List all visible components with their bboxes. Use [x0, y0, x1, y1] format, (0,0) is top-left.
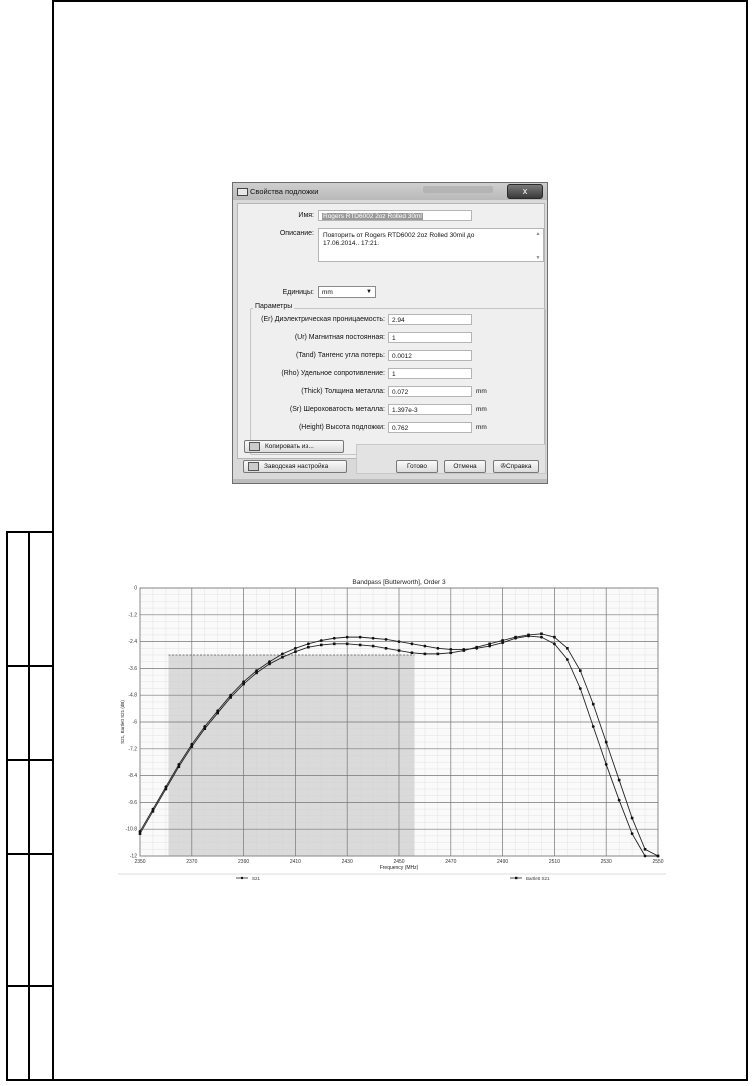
data-point [411, 642, 414, 645]
data-point [436, 647, 439, 650]
folder-icon [249, 442, 260, 451]
data-point [372, 645, 375, 648]
data-point [242, 683, 245, 686]
data-point [307, 642, 310, 645]
data-point [514, 636, 517, 639]
data-point [566, 647, 569, 650]
data-point [449, 648, 452, 651]
data-point [307, 646, 310, 649]
data-point [566, 658, 569, 661]
y-tick-label: -7.2 [128, 746, 137, 753]
param-field[interactable]: 2.94 [388, 314, 472, 325]
data-point [644, 848, 647, 851]
x-tick-label: 2470 [445, 859, 457, 865]
ok-button[interactable]: Готово [396, 460, 438, 473]
data-point [281, 656, 284, 659]
data-point [437, 653, 440, 656]
y-tick-label: -12 [129, 853, 137, 860]
data-point [203, 727, 206, 730]
bandpass-chart [118, 576, 666, 881]
stamp-row-line [8, 759, 52, 761]
data-point [191, 745, 194, 748]
name-field[interactable] [318, 210, 472, 221]
data-point [618, 779, 621, 782]
name-label: Имя: [298, 212, 314, 219]
factory-settings-label: Заводская настройка [264, 463, 329, 470]
data-point [294, 650, 297, 653]
x-axis-label: Frequency (MHz) [379, 865, 419, 871]
data-point [462, 649, 465, 652]
param-field[interactable]: 1 [388, 332, 472, 343]
data-point [450, 651, 453, 654]
passband-region [168, 655, 414, 856]
param-label: (Height) Высота подложки: [298, 424, 385, 431]
data-point [398, 640, 401, 643]
name-value: Rogers RTD6002 2oz Rolled 30ml [323, 213, 422, 220]
stamp-divider [28, 533, 30, 1079]
data-point [592, 703, 595, 706]
data-point [398, 649, 401, 652]
data-point [139, 832, 142, 835]
data-point [527, 634, 530, 637]
legend-label-s21: S21 [252, 876, 261, 881]
x-tick-label: 2410 [289, 859, 301, 865]
param-unit: mm [476, 424, 487, 431]
dialog-title: Свойства подложки [250, 187, 319, 196]
dialog-body [237, 203, 545, 459]
y-axis-label: S21, Bartlett S21 (dB) [120, 700, 125, 744]
x-tick-label: 2510 [548, 859, 560, 865]
description-line-2: 17.06.2014.. 17:21. [323, 240, 380, 247]
data-point [268, 663, 271, 666]
data-point [294, 647, 297, 650]
data-point [424, 653, 427, 656]
param-label: (Thick) Толщина металла: [301, 388, 385, 395]
window-icon [237, 188, 248, 196]
data-point [424, 645, 427, 648]
help-button[interactable] [493, 460, 539, 473]
data-point [385, 647, 388, 650]
data-point [281, 652, 284, 655]
data-point [346, 643, 349, 646]
y-tick-label: -8.4 [128, 773, 137, 780]
data-point [475, 646, 478, 649]
data-point [553, 642, 556, 645]
data-point [501, 639, 504, 642]
units-label: Единицы: [282, 289, 314, 296]
data-point [605, 741, 608, 744]
y-tick-label: -3.6 [128, 665, 137, 672]
factory-settings-button[interactable] [243, 460, 347, 473]
copy-from-button[interactable] [244, 440, 344, 453]
data-point [657, 855, 660, 858]
param-field[interactable]: 0.762 [388, 422, 472, 433]
param-label: (Sr) Шероховатость металла: [289, 406, 385, 413]
data-point [411, 651, 414, 654]
factory-icon [248, 462, 259, 471]
data-point [618, 799, 621, 802]
legend-marker-s21 [241, 877, 243, 879]
param-unit: mm [476, 388, 487, 395]
x-tick-label: 2450 [393, 859, 405, 865]
stamp-row-line [8, 853, 52, 855]
chart-title: Bandpass [Butterworth], Order 3 [352, 579, 446, 586]
param-label: (Ur) Магнитная постоянная: [294, 334, 385, 341]
data-point [346, 636, 349, 639]
chevron-down-icon: ▼ [366, 289, 372, 295]
dialog-bottom-edge [233, 479, 547, 483]
description-label: Описание: [279, 230, 314, 237]
x-tick-label: 2550 [652, 859, 664, 865]
x-tick-label: 2350 [134, 859, 146, 865]
data-point [540, 636, 543, 639]
data-point [592, 725, 595, 728]
data-point [631, 832, 634, 835]
x-tick-label: 2430 [341, 859, 353, 865]
description-scrollbar[interactable]: ▲ ▼ [535, 231, 541, 261]
stamp-row-line [8, 665, 52, 667]
param-label: (Er) Диэлектрическая проницаемость: [261, 316, 385, 323]
x-tick-label: 2370 [186, 859, 198, 865]
y-tick-label: -2.4 [128, 639, 137, 646]
page-frame [52, 0, 748, 1081]
data-point [631, 817, 634, 820]
substrate-properties-dialog [232, 182, 548, 484]
data-point [579, 669, 582, 672]
param-field[interactable]: 1 [388, 368, 472, 379]
data-point [605, 763, 608, 766]
data-point [320, 644, 323, 647]
units-select[interactable] [318, 286, 376, 298]
units-value: mm [322, 289, 333, 296]
data-point [255, 672, 258, 675]
data-point [229, 696, 232, 699]
blurred-window-title [423, 186, 493, 193]
legend-label-bartlett: Bartlett S21 [526, 876, 550, 881]
param-field[interactable]: 0.0012 [388, 350, 472, 361]
data-point [644, 855, 647, 858]
data-point [553, 636, 556, 639]
data-point [333, 643, 336, 646]
stamp-row-line [8, 985, 52, 987]
param-unit: mm [476, 406, 487, 413]
param-label: (Tand) Тангенс угла потерь: [296, 352, 385, 359]
help-icon: ✇ [500, 463, 506, 470]
y-tick-label: -1.2 [128, 612, 137, 619]
y-tick-label: -4.8 [128, 692, 137, 699]
data-point [359, 644, 362, 647]
param-field[interactable]: 0.072 [388, 386, 472, 397]
data-point [488, 643, 491, 646]
x-tick-label: 2490 [497, 859, 509, 865]
data-point [579, 687, 582, 690]
y-tick-label: 0 [134, 585, 137, 592]
dialog-titlebar[interactable] [233, 183, 547, 200]
data-point [178, 765, 181, 768]
data-point [385, 638, 388, 641]
legend-marker-bartlett [515, 877, 517, 879]
y-tick-label: -6 [132, 719, 137, 726]
y-tick-label: -10.8 [125, 826, 137, 833]
description-line-1: Повторить от Rogers RTD6002 2oz Rolled 30mil до [323, 232, 475, 239]
x-tick-label: 2530 [600, 859, 612, 865]
parameters-group-label: Параметры [255, 303, 293, 310]
data-point [216, 712, 219, 715]
data-point [152, 810, 155, 813]
close-button[interactable]: x [507, 184, 543, 199]
help-label: Справка [505, 463, 532, 470]
param-label: (Rho) Удельное сопротивление: [281, 370, 385, 377]
data-point [165, 788, 168, 791]
cancel-button[interactable]: Отмена [444, 460, 486, 473]
x-tick-label: 2390 [238, 859, 250, 865]
data-point [372, 637, 375, 640]
y-tick-label: -9.6 [128, 799, 137, 806]
description-field[interactable] [318, 228, 544, 262]
copy-from-label: Копировать из... [265, 443, 314, 450]
data-point [320, 639, 323, 642]
data-point [333, 637, 336, 640]
data-point [359, 636, 362, 639]
title-block-strip [6, 531, 52, 1081]
data-point [540, 632, 543, 635]
param-field[interactable]: 1.397e-3 [388, 404, 472, 415]
